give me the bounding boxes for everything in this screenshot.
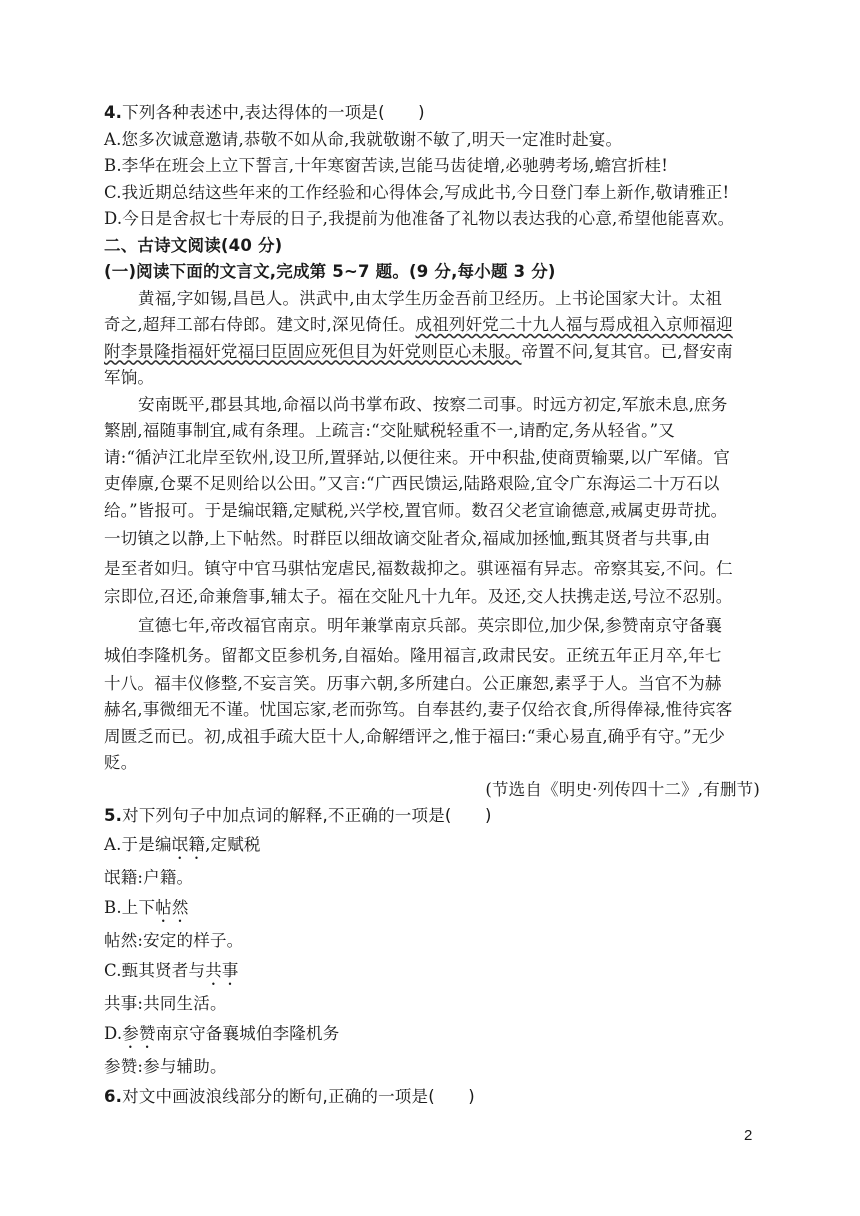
wavy-underlined-text: 附李景隆指福奸党福曰臣固应死但目为奸党则臣心未服。	[104, 341, 522, 361]
option-text: A.于是编	[104, 834, 172, 854]
dotted-word: 共事	[205, 960, 239, 980]
option-text: D.	[104, 1023, 123, 1043]
question-4-option-d: D.今日是舍叔七十寿辰的日子,我提前为他准备了礼物以表达我的心意,希望他能喜欢。	[104, 209, 735, 228]
question-number: 6.	[104, 1086, 123, 1106]
dotted-word: 帖然	[155, 897, 189, 917]
question-text: 对文中画波浪线部分的断句,正确的一项是( )	[122, 1086, 475, 1106]
question-5-explanation-b: 帖然:安定的样子。	[104, 930, 244, 950]
passage-line: 十八。福丰仪修整,不妄言笑。历事六朝,多所建白。公正廉恕,素孚于人。当官不为赫	[104, 673, 722, 693]
passage-line: 安南既平,郡县其地,命福以尚书掌布政、按察二司事。时远方初定,军旅未息,庶务	[138, 394, 728, 414]
passage-line: 宗即位,召还,命兼詹事,辅太子。福在交阯凡十九年。及还,交人扶携走送,号泣不忍别。	[104, 587, 733, 606]
dotted-word: 参赞	[122, 1023, 156, 1043]
question-5-option-d	[104, 1019, 760, 1052]
passage-line: 周匮乏而已。初,成祖手疏大臣十人,命解缙评之,惟于福曰:“秉心易直,确乎有守。”无少	[104, 726, 726, 746]
option-text: 南京守备襄城伯李隆机务	[155, 1023, 340, 1043]
question-text: 下列各种表述中,表达得体的一项是( )	[122, 103, 425, 122]
passage-line: 军饷。	[104, 368, 155, 387]
passage-line: 繁剧,福随事制宜,咸有条理。上疏言:“交阯赋税轻重不一,请酌定,务从轻省。”又	[104, 421, 675, 440]
question-text: 对下列句子中加点词的解释,不正确的一项是( )	[122, 806, 492, 825]
question-5-explanation-a: 氓籍:户籍。	[104, 867, 194, 887]
question-number: 5.	[104, 806, 123, 825]
passage-line: 请:“循泸江北岸至钦州,设卫所,置驿站,以便往来。开中积盐,使商贾输粟,以广军储。官	[104, 447, 731, 467]
question-4-option-a: A.您多次诚意邀请,恭敬不如从命,我就敬谢不敏了,明天一定准时赴宴。	[104, 129, 623, 149]
section-heading: 二、古诗文阅读(40 分)	[104, 235, 283, 255]
question-4-option-c: C.我近期总结这些年来的工作经验和心得体会,写成此书,今日登门奉上新作,敬请雅正!	[104, 182, 730, 202]
question-5-option-c	[104, 956, 760, 989]
passage-line: 是至者如归。镇守中官马骐怙宠虐民,福数裁抑之。骐诬福有异志。帝察其妄,不问。仁	[104, 559, 733, 578]
question-5-explanation-d: 参赞:参与辅助。	[104, 1056, 227, 1076]
question-6-stem	[104, 1082, 760, 1112]
option-text: ,定赋税	[205, 834, 261, 854]
passage-line: 一切镇之以静,上下帖然。时群臣以细故谪交阯者众,福咸加拯恤,甄其贤者与共事,由	[104, 529, 711, 548]
passage-line: 宣德七年,帝改福官南京。明年兼掌南京兵部。英宗即位,加少保,参赞南京守备襄	[138, 615, 723, 635]
passage-line: 吏俸廪,仓粟不足则给以公田。”又言:“广西民馈运,陆路艰险,宜令广东海运二十万石以	[104, 474, 720, 493]
passage-line	[104, 312, 760, 339]
option-text: C.甄其贤者与	[104, 960, 206, 980]
passage-text: 奇之,超拜工部右侍郎。建文时,深见倚任。	[104, 315, 416, 334]
passage-line: 贬。	[104, 753, 138, 772]
passage-text: 帝置不问,复其官。已,督安南	[521, 341, 733, 361]
question-4-option-b: B.李华在班会上立下誓言,十年寒窗苦读,岂能马齿徒增,必驰骋考场,蟾宫折桂!	[104, 156, 669, 175]
passage-line: 赫名,事微细无不谨。忧国忘家,老而弥笃。自奉甚约,妻子仅给衣食,所得俸禄,惟待宾客	[104, 700, 733, 719]
question-5-option-a	[104, 830, 760, 863]
question-number: 4.	[104, 103, 123, 122]
wavy-underlined-text: 成祖列奸党二十九人福与焉成祖入京师福迎	[415, 315, 733, 334]
passage-source: (节选自《明史·列传四十二》,有删节)	[485, 779, 760, 799]
question-5-stem	[104, 803, 760, 830]
dotted-word: 氓籍	[171, 834, 206, 854]
passage-line: 城伯李隆机务。留都文臣参机务,自福始。隆用福言,政肃民安。正统五年正月卒,年七	[104, 645, 722, 665]
question-5-option-b	[104, 893, 760, 926]
passage-line	[104, 339, 760, 366]
passage-line: 黄福,字如锡,昌邑人。洪武中,由太学生历金吾前卫经历。上书论国家大计。太祖	[138, 288, 723, 308]
passage-line: 给。”皆报可。于是编氓籍,定赋税,兴学校,置官师。数召父老宣谕德意,戒属吏毋苛扰。	[104, 500, 728, 520]
question-5-explanation-c: 共事:共同生活。	[104, 993, 227, 1013]
subsection-heading: (一)阅读下面的文言文,完成第 5~7 题。(9 分,每小题 3 分)	[104, 262, 556, 281]
page-number: 2	[744, 1127, 753, 1144]
option-text: B.上下	[104, 897, 156, 917]
document-page	[104, 100, 760, 1112]
question-4-stem	[104, 100, 760, 127]
